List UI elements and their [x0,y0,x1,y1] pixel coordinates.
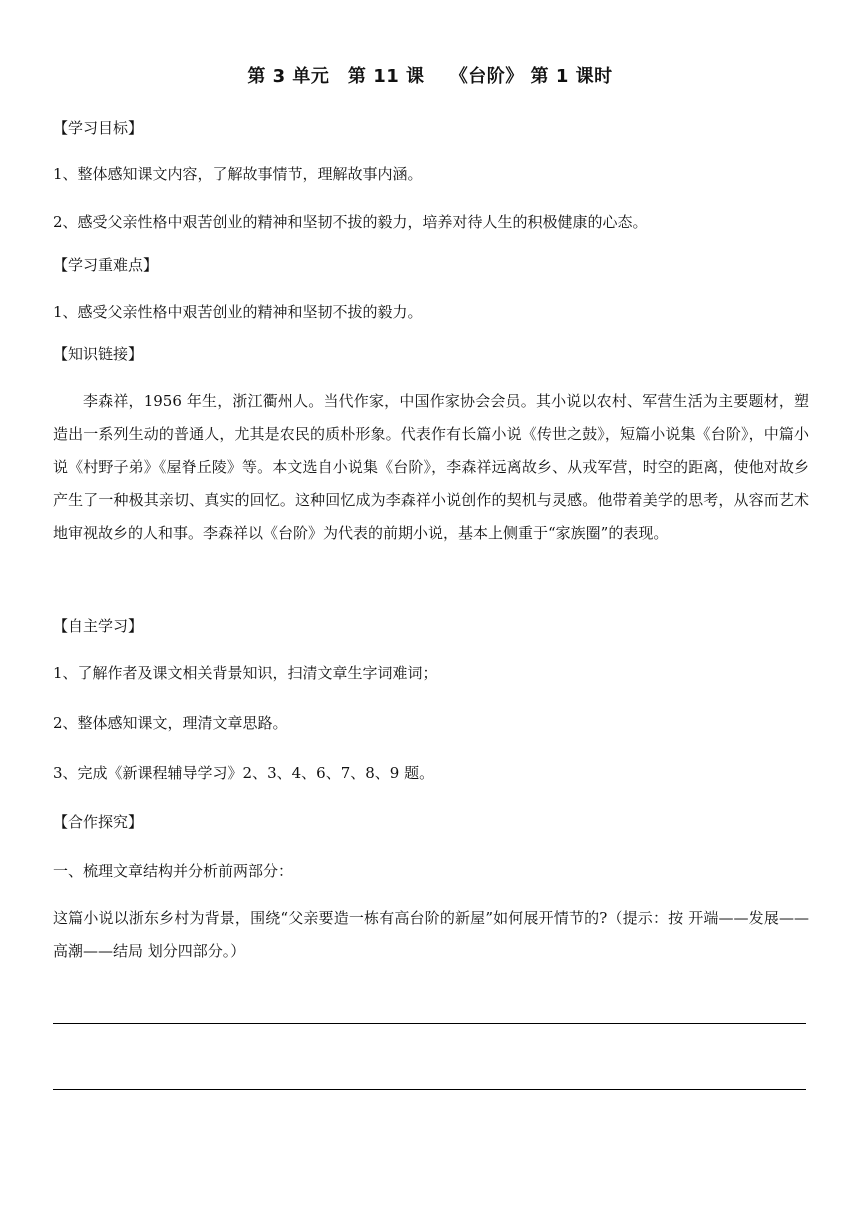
cooperation-subheading: 一、梳理文章结构并分析前两部分： [53,862,294,880]
objectives-heading: 【学习目标】 [53,119,144,137]
knowledge-heading: 【知识链接】 [53,345,144,363]
cooperation-question: 这篇小说以浙东乡村为背景，围绕“父亲要造一栋有高台阶的新屋”如何展开情节的?（提示：按 开端——发展——高潮——结局 划分四部分。） [53,909,809,960]
self-study-item: 2、整体感知课文，理清文章思路。 [53,714,288,732]
self-study-heading: 【自主学习】 [53,617,144,635]
self-study-item: 1、了解作者及课文相关背景知识，扫清文章生字词难词； [53,664,438,682]
answer-line[interactable] [53,1089,806,1090]
key-point-item: 1、感受父亲性格中艰苦创业的精神和坚韧不拔的毅力。 [53,303,423,321]
key-points-heading: 【学习重难点】 [53,256,159,274]
knowledge-paragraph: 李森祥，1956 年生，浙江衢州人。当代作家，中国作家协会会员。其小说以农村、军营生活为主要题材，塑造出一系列生动的普通人，尤其是农民的质朴形象。代表作有长篇小说《传世之鼓》，短篇小说集《台阶》，中篇小说《村野子弟》《屋脊丘陵》等。本文选自小说集《台阶》，李森祥远离故乡、从戎军营，时空的距离，使他对故乡产生了一种极其亲切、真实的回忆。这种回忆成为李森祥小说创作的契机与灵感。他带着美学的思考，从容而艺术地审视故乡的人和事。李森祥以《台阶》为代表的前期小说，基本上侧重于“家族圈”的表现。 [53,392,809,542]
cooperation-heading: 【合作探究】 [53,813,144,831]
objective-item: 1、整体感知课文内容，了解故事情节，理解故事内涵。 [53,165,423,183]
page-title: 第 3 单元 第 11 课 《台阶》 第 1 课时 [247,66,613,87]
answer-line[interactable] [53,1023,806,1024]
self-study-item: 3、完成《新课程辅导学习》2、3、4、6、7、8、9 题。 [53,764,435,782]
objective-item: 2、感受父亲性格中艰苦创业的精神和坚韧不拔的毅力，培养对待人生的积极健康的心态。 [53,213,648,231]
